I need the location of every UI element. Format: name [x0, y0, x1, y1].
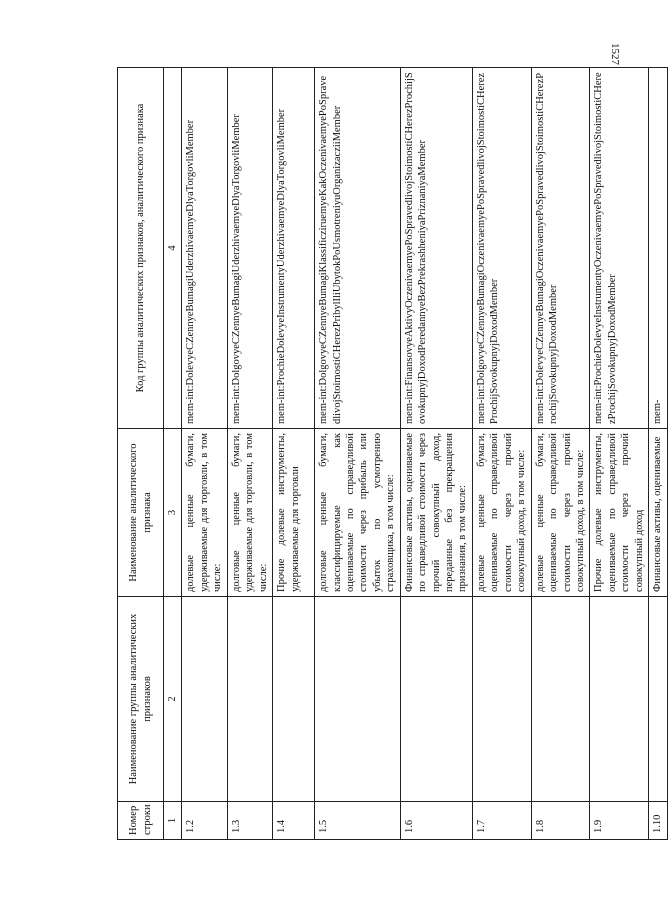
- header-feature-name: Наименование аналитического признака: [118, 429, 164, 597]
- feature-name-cell: долевые ценные бумаги, удерживаемые для торговли, в том числе:: [182, 429, 227, 597]
- code-cell: mem-int:DolevyeCZennyeBumagiUderzhivaemyeDlyaTorgovliMember: [182, 68, 227, 429]
- group-name-cell: [182, 597, 227, 802]
- group-name-cell: [590, 597, 649, 802]
- code-cell: mem-int:FinansovyeAktivyOczenivaemyePoSpravedlivojStoimostiCHerezProchijSovokupnyjDoxodPeredannyeBezPrekrashheniyaPriznaniyaMember: [400, 68, 472, 429]
- table-row: [182, 68, 227, 840]
- feature-name-cell: долговые ценные бумаги, классифицируемые как оцениваемые по справедливой стоимости через прибыль или убыток по усмотрению страховщика, в том числе:: [315, 429, 401, 597]
- group-name-cell: [531, 597, 590, 802]
- row-number: 1.8: [531, 802, 590, 840]
- code-cell: mem-: [649, 68, 667, 429]
- group-name-cell: [649, 597, 667, 802]
- col-number-1: 1: [164, 802, 182, 840]
- feature-name-cell: Финансовые активы, оцениваемые: [649, 429, 667, 597]
- row-number: 1.5: [315, 802, 401, 840]
- feature-name-cell: Прочие долевые инструменты, оцениваемые по справедливой стоимости через прочий совокупный доход: [590, 429, 649, 597]
- row-number: 1.10: [649, 802, 667, 840]
- feature-name-cell: долевые ценные бумаги, оцениваемые по справедливой стоимости через прочий совокупный доход, в том числе:: [472, 429, 531, 597]
- row-number: 1.7: [472, 802, 531, 840]
- table-row: [315, 68, 401, 840]
- col-number-4: 4: [164, 68, 182, 429]
- row-number: 1.6: [400, 802, 472, 840]
- table-row: [227, 68, 272, 840]
- col-number-2: 2: [164, 597, 182, 802]
- code-cell: mem-int:DolgovyeCZennyeBumagiOczenivaemyePoSpravedlivojStoimostiCHerezProchijSovokupnyjDoxodMember: [472, 68, 531, 429]
- table-row: [531, 68, 590, 840]
- table-row: [273, 68, 315, 840]
- feature-name-cell: Прочие долевые инструменты, удерживаемые для торговли: [273, 429, 315, 597]
- row-number: 1.3: [227, 802, 272, 840]
- row-number: 1.4: [273, 802, 315, 840]
- group-name-cell: [472, 597, 531, 802]
- code-cell: mem-int:DolevyeCZennyeBumagiOczenivaemyePoSpravedlivojStoimostiCHerezProchijSovokupnyjDoxodMember: [531, 68, 590, 429]
- feature-name-cell: долговые ценные бумаги, удерживаемые для торговли, в том числе:: [227, 429, 272, 597]
- header-row-number: Номер строки: [118, 802, 164, 840]
- table-row: [400, 68, 472, 840]
- code-cell: mem-int:ProchieDolevyeInstrumentyUderzhivaemyeDlyaTorgovliMember: [273, 68, 315, 429]
- header-code: Код группы аналитических признаков, аналитического признака: [118, 68, 164, 429]
- code-cell: mem-int:DolgovyeCZennyeBumagiKlassificziruemyeKakOczenivaemyePoSpravedlivojStoimostiCHerezPribylIliUbytokPoUsmotreniyuOrganizacziiMember: [315, 68, 401, 429]
- col-number-3: 3: [164, 429, 182, 597]
- group-name-cell: [273, 597, 315, 802]
- table-row: [472, 68, 531, 840]
- table-row: [590, 68, 649, 840]
- page-number: 1527: [609, 43, 621, 65]
- feature-name-cell: долевые ценные бумаги, оцениваемые по справедливой стоимости через прочий совокупный доход, в том числе:: [531, 429, 590, 597]
- group-name-cell: [315, 597, 401, 802]
- header-group-name: Наименование группы аналитических признаков: [118, 597, 164, 802]
- group-name-cell: [400, 597, 472, 802]
- code-cell: mem-int:DolgovyeCZennyeBumagiUderzhivaemyeDlyaTorgovliMember: [227, 68, 272, 429]
- row-number: 1.9: [590, 802, 649, 840]
- rotated-page: [117, 68, 664, 840]
- group-name-cell: [227, 597, 272, 802]
- table-row: [649, 68, 667, 840]
- code-cell: mem-int:ProchieDolevyeInstrumentyOczenivaemyePoSpravedlivojStoimostiCHerezProchijSovokupnyjDoxodMember: [590, 68, 649, 429]
- feature-name-cell: Финансовые активы, оцениваемые по справедливой стоимости через прочий совокупный доход, переданные без прекращения признания, в том числе:: [400, 429, 472, 597]
- row-number: 1.2: [182, 802, 227, 840]
- analytic-features-table: [117, 67, 668, 840]
